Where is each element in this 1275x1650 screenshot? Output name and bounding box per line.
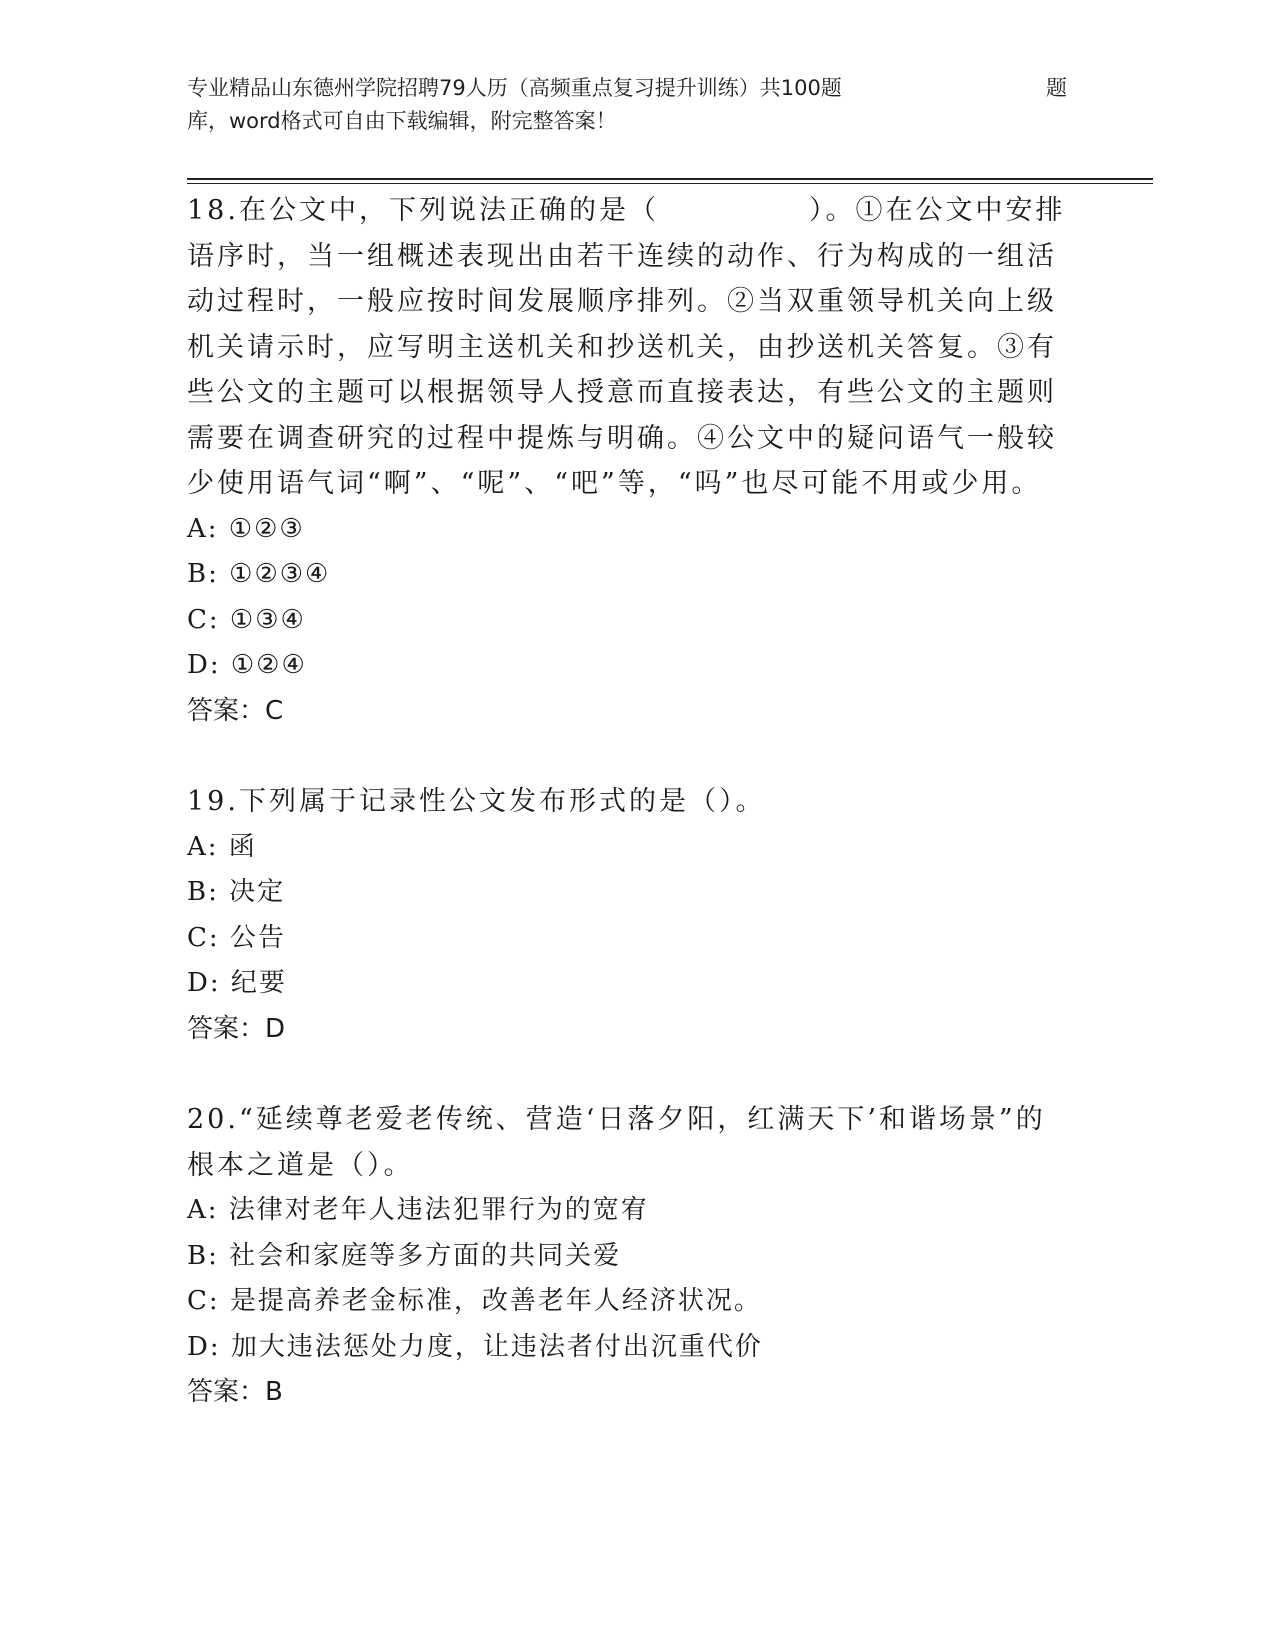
question-19 [187,779,1067,1052]
header-title-line1-tail: 题 [1046,76,1067,100]
option-c: C: 公告 [187,922,286,953]
header-line-1 [187,72,1067,105]
spacer [187,1052,1067,1097]
question-list [187,188,1067,1416]
question-18 [187,188,1067,734]
question-20 [187,1097,1067,1416]
header-title-line1: 专业精品山东德州学院招聘79人历（高频重点复习提升训练）共100题 [187,76,842,100]
page-header [187,72,1067,138]
option-d: D: 加大违法惩处力度，让违法者付出沉重代价 [187,1331,763,1362]
question-stem: 18.在公文中，下列说法正确的是（ ）。①在公文中安排语序时，当一组概述表现出由若干连续的动作、行为构成的一组活动过程时，一般应按时间发展顺序排列。②当双重领导机关向上级机关请示时，应写明主送机关和抄送机关，由抄送机关答复。③有些公文的主题可以根据领导人授意而直接表达，有些公文的主题则需要在调查研究的过程中提炼与明确。④公文中的疑问语气一般较少使用语气词“啊”、“呢”、“吧”等，“吗”也尽可能不用或少用。 [187,195,1066,499]
spacer [187,734,1067,779]
header-rule-thin [187,183,1153,184]
option-d: D: ①②④ [187,650,307,680]
question-stem: 20.“延续尊老爱老传统、营造‘日落夕阳，红满天下’和谐场景”的根本之道是（）。 [187,1104,1046,1181]
option-a: A: 函 [187,831,257,862]
option-c: C: 是提高养老金标准，改善老年人经济状况。 [187,1286,762,1316]
answer-text: 答案：B [187,1377,283,1407]
header-rule-thick [187,178,1153,180]
option-b: B: ①②③④ [187,559,331,589]
answer-text: 答案：D [187,1013,286,1044]
option-b: B: 社会和家庭等多方面的共同关爱 [187,1240,622,1271]
option-a: A: 法律对老年人违法犯罪行为的宽宥 [187,1195,649,1225]
answer-text: 答案：C [187,695,284,726]
option-c: C: ①③④ [187,604,306,635]
option-d: D: 纪要 [187,968,287,998]
option-a: A: ①②③ [187,513,305,544]
question-stem: 19.下列属于记录性公文发布形式的是（）。 [187,786,766,817]
header-title-line2: 库，word格式可自由下载编辑，附完整答案！ [187,109,617,133]
option-b: B: 决定 [187,877,286,907]
